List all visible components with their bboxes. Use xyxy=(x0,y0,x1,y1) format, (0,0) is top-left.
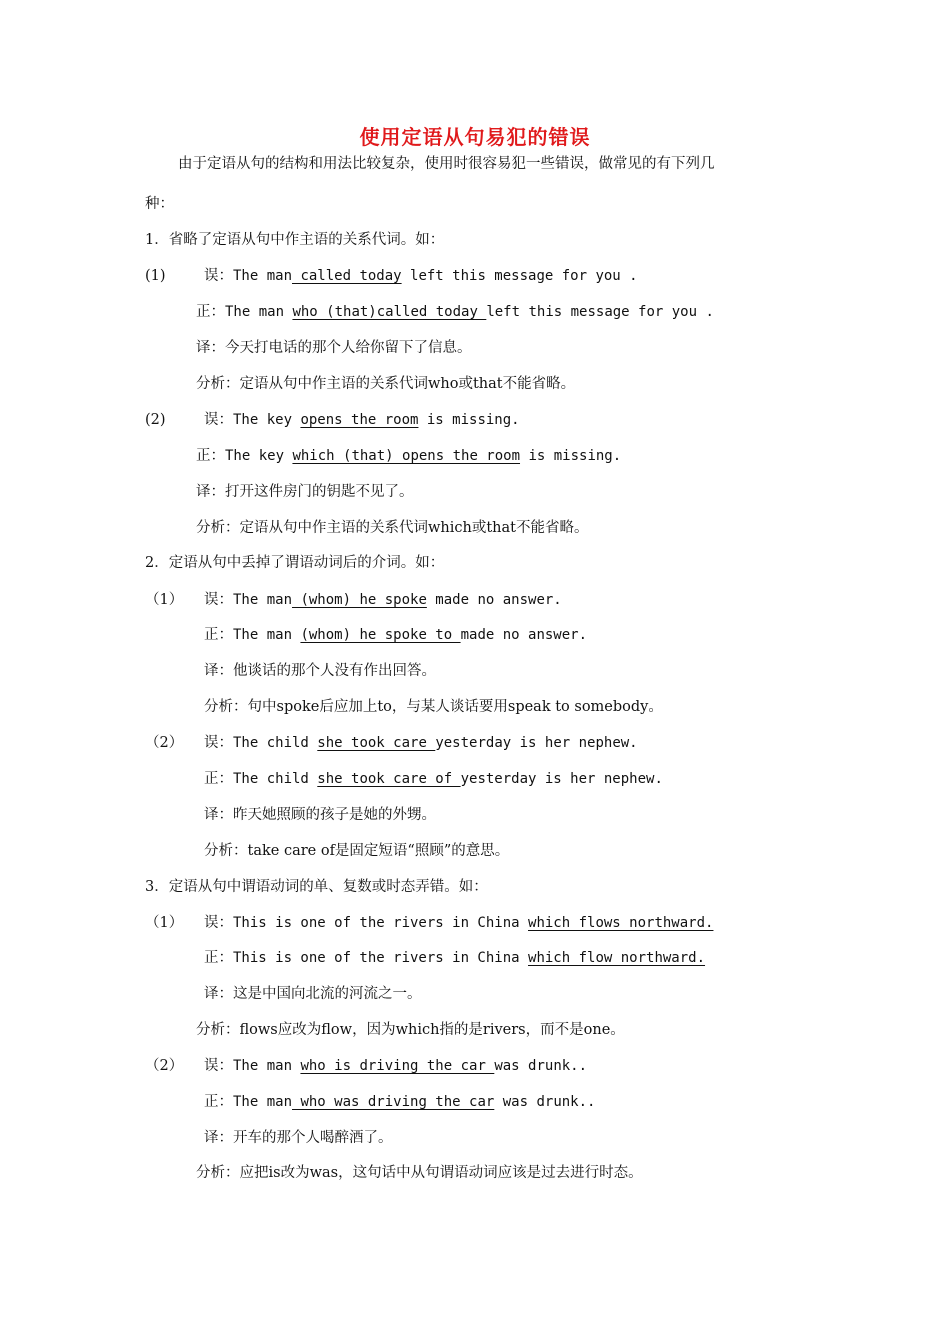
sentence-text: yesterday is her nephew. xyxy=(435,735,638,751)
section-heading: 3．定语从句中谓语动词的单、复数或时态弄错。如： xyxy=(145,879,488,895)
document-title: 使用定语从句易犯的错误 xyxy=(359,125,591,149)
correct-sentence xyxy=(204,769,663,789)
sentence-text: was drunk.. xyxy=(494,1058,588,1074)
correct-sentence xyxy=(196,302,714,322)
correct-label: 正： xyxy=(204,1094,233,1110)
correct-label: 正： xyxy=(196,304,225,320)
section-heading: 2．定语从句中丢掉了谓语动词后的介词。如： xyxy=(145,555,445,571)
underlined-clause: who (that)called today xyxy=(292,304,487,320)
analysis: 分析：句中spoke后应加上to，与某人谈话要用speak to somebody。 xyxy=(204,699,663,715)
correct-sentence xyxy=(196,446,621,466)
translation: 译：昨天她照顾的孩子是她的外甥。 xyxy=(204,807,436,823)
analysis: 分析：flows应改为flow，因为which指的是rivers，而不是one。 xyxy=(196,1022,625,1038)
sentence-text: made no answer. xyxy=(426,592,562,608)
example-number: (1) xyxy=(145,268,166,284)
sentence-text: The man xyxy=(233,627,301,643)
underlined-clause: who is driving the car xyxy=(300,1058,495,1074)
sentence-text: is missing. xyxy=(520,448,622,464)
correct-label: 正： xyxy=(204,627,233,643)
underlined-clause: (whom) he spoke xyxy=(292,592,427,608)
underlined-clause: which flow northward. xyxy=(528,950,706,966)
underlined-clause: which (that) opens the room xyxy=(292,448,521,464)
wrong-sentence xyxy=(204,1056,587,1076)
sentence-text: is missing. xyxy=(418,412,520,428)
wrong-sentence xyxy=(204,590,562,610)
correct-label: 正： xyxy=(204,950,233,966)
underlined-clause: opens the room xyxy=(300,412,419,428)
section-heading: 1．省略了定语从句中作主语的关系代词。如： xyxy=(145,232,445,248)
intro-line-1: 由于定语从句的结构和用法比较复杂，使用时很容易犯一些错误，做常见的有下列几 xyxy=(178,156,715,172)
sentence-text: The man xyxy=(225,304,293,320)
translation: 译：打开这件房门的钥匙不见了。 xyxy=(196,484,414,500)
analysis: 分析：take care of是固定短语“照顾”的意思。 xyxy=(204,843,510,859)
wrong-label: 误： xyxy=(204,412,233,428)
example-number: （1） xyxy=(145,592,184,608)
sentence-text: left this message for you . xyxy=(401,268,638,284)
sentence-text: This is one of the rivers in China xyxy=(233,915,529,931)
underlined-clause: which flows northward. xyxy=(528,915,714,931)
wrong-label: 误： xyxy=(204,1058,233,1074)
wrong-label: 误： xyxy=(204,592,233,608)
sentence-text: The key xyxy=(233,412,301,428)
wrong-label: 误： xyxy=(204,268,233,284)
wrong-sentence xyxy=(204,410,520,430)
translation: 译：今天打电话的那个人给你留下了信息。 xyxy=(196,340,472,356)
sentence-text: The child xyxy=(233,735,318,751)
translation: 译：开车的那个人喝醉酒了。 xyxy=(204,1130,393,1146)
wrong-label: 误： xyxy=(204,735,233,751)
underlined-clause: she took care xyxy=(317,735,436,751)
example-number: （2） xyxy=(145,1058,184,1074)
example-number: （1） xyxy=(145,915,184,931)
analysis: 分析：应把is改为was，这句话中从句谓语动词应该是过去进行时态。 xyxy=(196,1165,643,1181)
sentence-text: made no answer. xyxy=(460,627,588,643)
sentence-text: left this message for you . xyxy=(486,304,714,320)
underlined-clause: called today xyxy=(292,268,402,284)
wrong-label: 误： xyxy=(204,915,233,931)
correct-sentence xyxy=(204,948,705,968)
underlined-clause: who was driving the car xyxy=(292,1094,495,1110)
sentence-text: This is one of the rivers in China xyxy=(233,950,529,966)
correct-label: 正： xyxy=(196,448,225,464)
intro-line-2: 种： xyxy=(145,196,174,212)
sentence-text: The man xyxy=(233,592,293,608)
example-number: （2） xyxy=(145,735,184,751)
translation: 译：这是中国向北流的河流之一。 xyxy=(204,986,422,1002)
underlined-clause: (whom) he spoke to xyxy=(300,627,461,643)
sentence-text: yesterday is her nephew. xyxy=(460,771,663,787)
correct-sentence xyxy=(204,1092,595,1112)
correct-sentence xyxy=(204,625,587,645)
analysis: 分析：定语从句中作主语的关系代词who或that不能省略。 xyxy=(196,376,576,392)
wrong-sentence xyxy=(204,733,638,753)
underlined-clause: she took care of xyxy=(317,771,461,787)
sentence-text: The man xyxy=(233,1058,301,1074)
sentence-text: was drunk.. xyxy=(494,1094,596,1110)
sentence-text: The man xyxy=(233,1094,293,1110)
sentence-text: The man xyxy=(233,268,293,284)
example-number: (2) xyxy=(145,412,166,428)
correct-label: 正： xyxy=(204,771,233,787)
translation: 译：他谈话的那个人没有作出回答。 xyxy=(204,663,436,679)
wrong-sentence xyxy=(204,266,638,286)
sentence-text: The child xyxy=(233,771,318,787)
analysis: 分析：定语从句中作主语的关系代词which或that不能省略。 xyxy=(196,520,589,536)
wrong-sentence xyxy=(204,913,713,933)
sentence-text: The key xyxy=(225,448,293,464)
